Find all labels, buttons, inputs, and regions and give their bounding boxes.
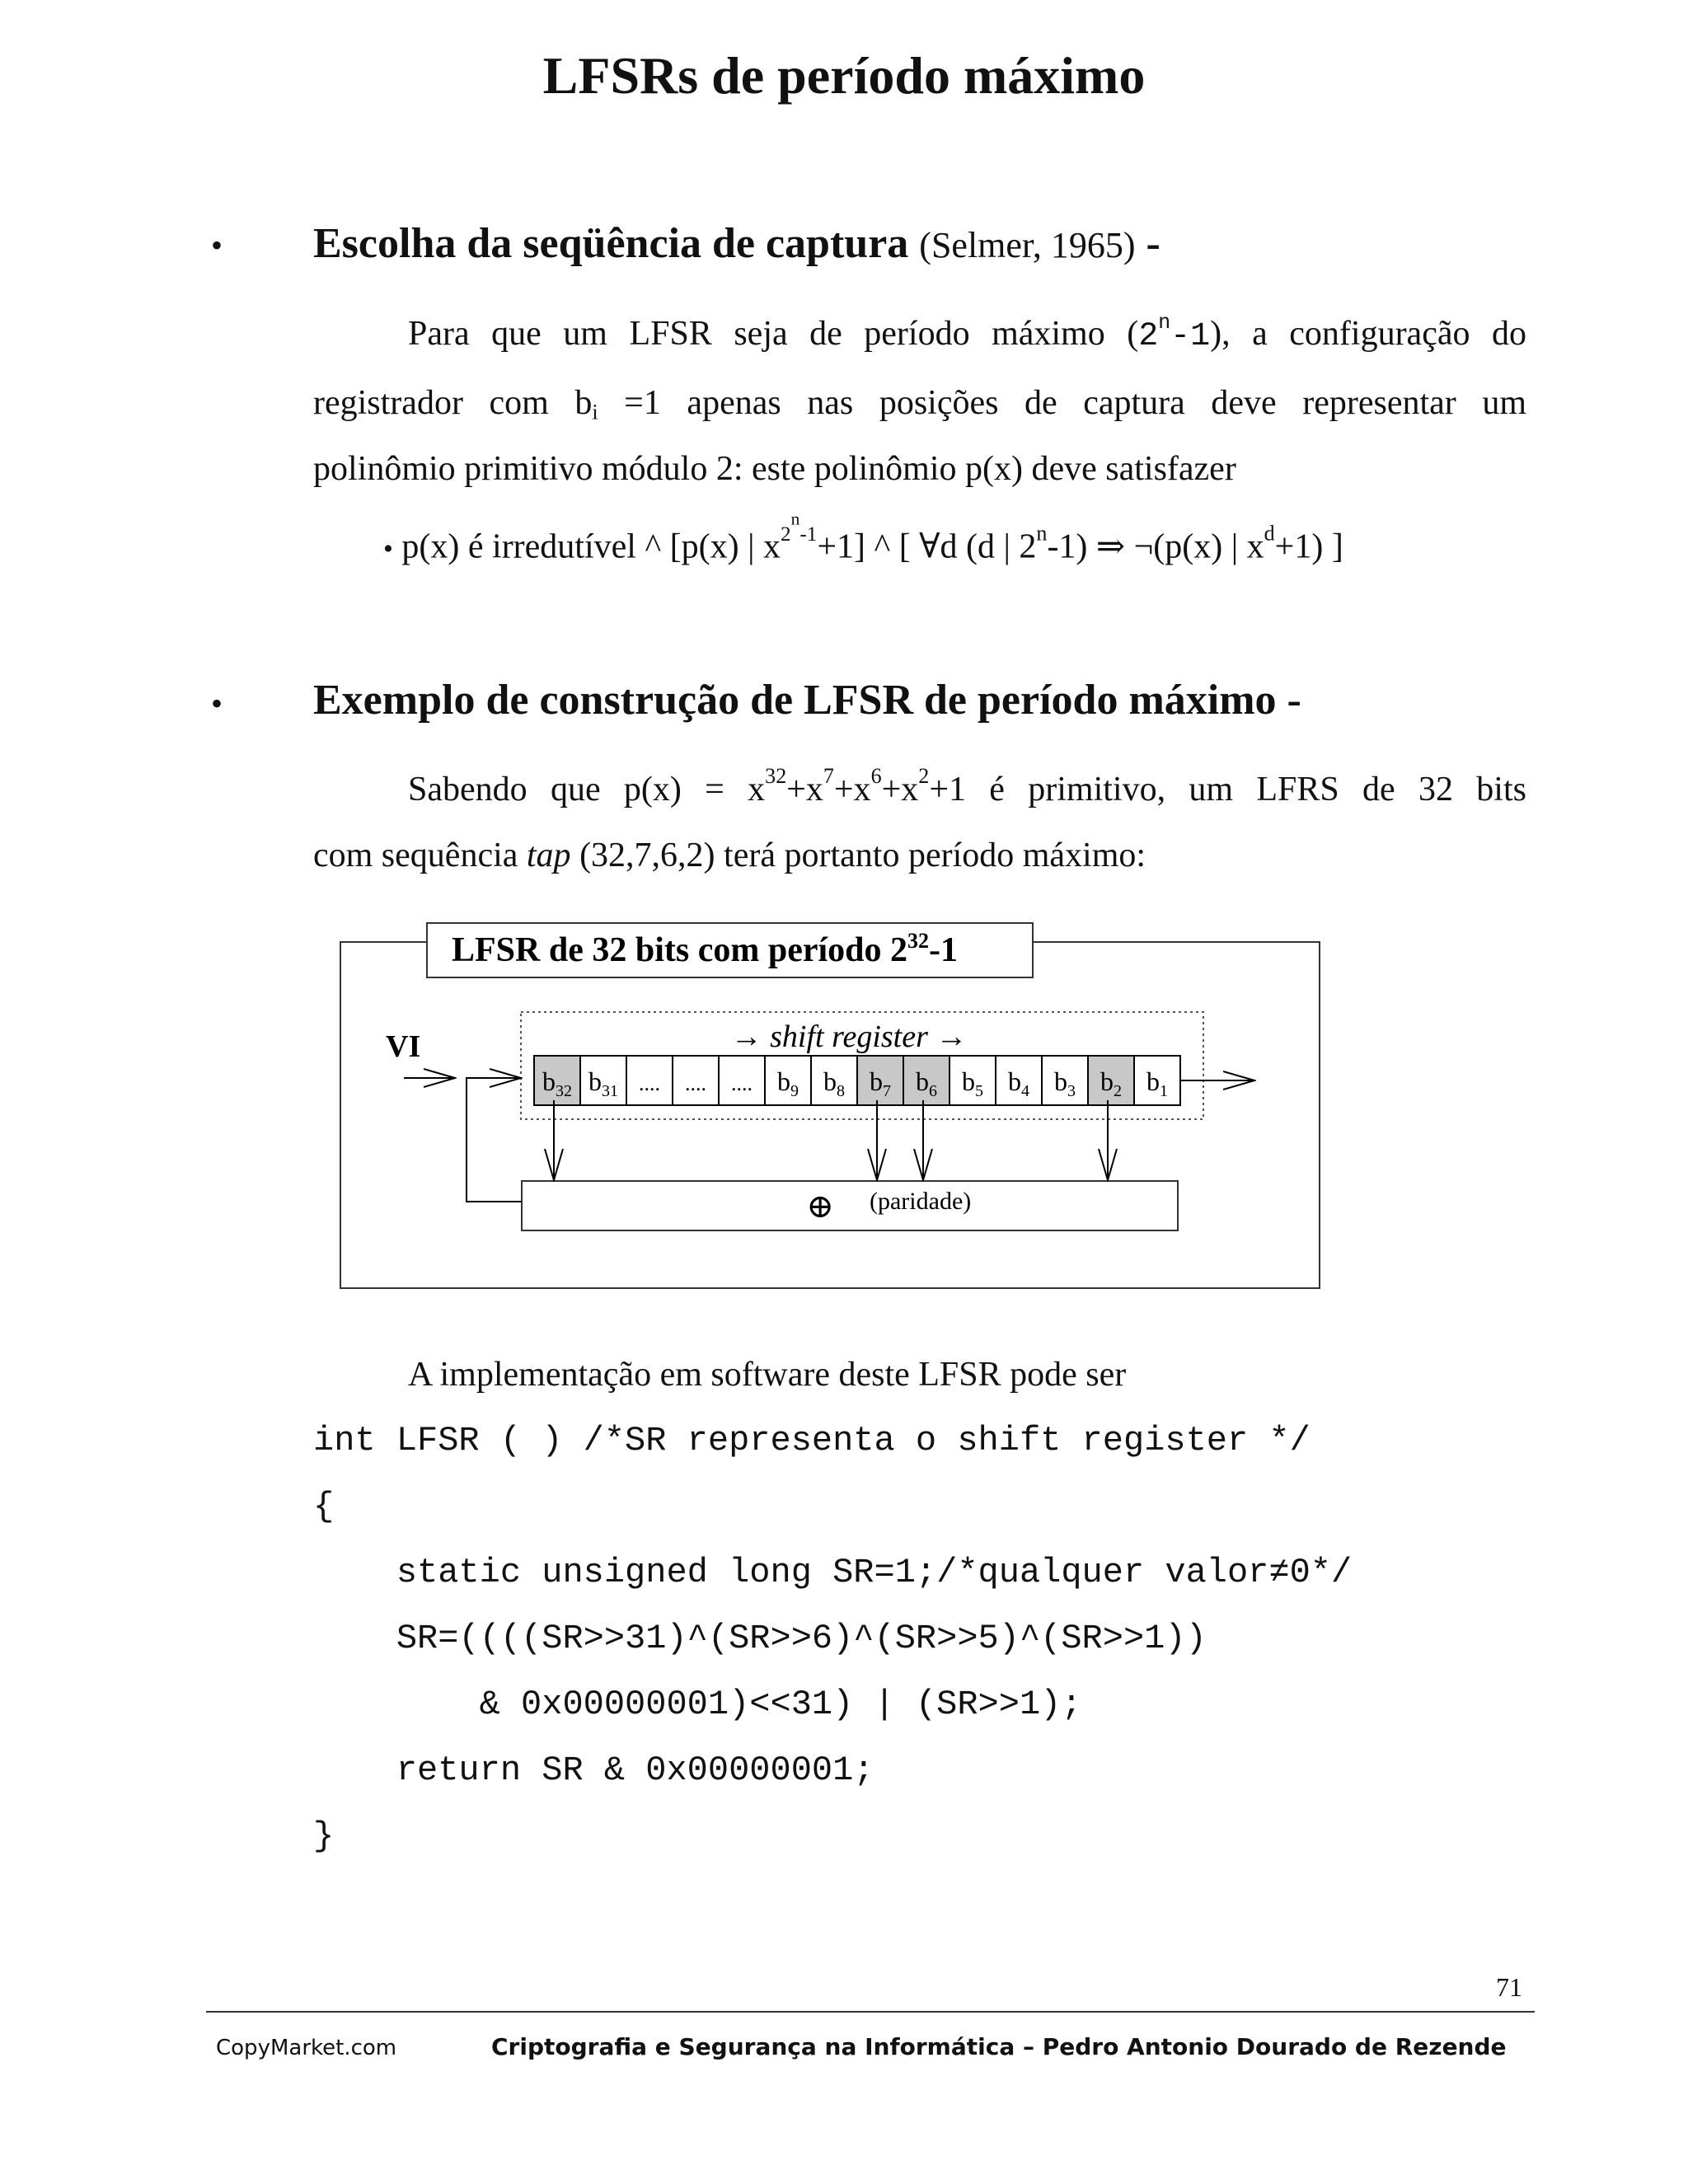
register-cell-label: $b_7$ [870,1066,891,1100]
code-line: } [313,1816,335,1856]
bullet-2: • [211,685,223,722]
text: +x [833,771,871,808]
register-cell-label: $b_{31}$ [588,1066,618,1100]
register-cell-label: $b_9$ [777,1066,799,1100]
register-cell-label: $b_4$ [1008,1066,1029,1100]
text: (32,7,6,2) terá portanto período máximo: [570,837,1146,874]
text: com sequência [313,837,527,874]
register-cell-label: $b_6$ [916,1066,937,1100]
text: 32 [765,764,787,789]
section1-line-3: polinômio primitivo módulo 2: este polinômio p(x) deve satisfazer [313,450,1236,488]
text: -1 [799,523,818,546]
vi-label: VI [386,1029,421,1064]
text: 2 [781,523,791,546]
shift-register-label: → shift register → [730,1019,968,1054]
tap-word: tap [526,837,571,874]
text: +1 é primitivo, um LFRS de 32 bits [929,771,1526,808]
register-cell-label: $b_{32}$ [542,1066,572,1100]
page-title: LFSRs de período máximo [542,46,1146,105]
code-line: int LFSR ( ) /*SR representa o shift register */ [313,1421,1311,1460]
register-cell-label: $b_3$ [1054,1066,1076,1100]
text: n [790,509,800,529]
text: -1 [1170,318,1211,355]
text: n [1036,521,1048,546]
code-line: { [313,1487,335,1526]
section1-dash: - [1146,220,1160,267]
code-line: SR=((((SR>>31)^(SR>>6)^(SR>>5)^(SR>>1)) [313,1619,1207,1658]
register-cell-label: .... [685,1071,706,1095]
implementation-intro [313,1342,1526,1408]
text: ), a configuração do [1210,315,1526,353]
feedback-line [467,1078,522,1202]
section1-heading-text: Escolha da seqüência de captura [313,220,909,267]
register-cell-label: .... [639,1071,660,1095]
code-line: static unsigned long SR=1;/*qualquer valor≠0*/ [313,1553,1353,1592]
register-cell-label: .... [731,1071,753,1095]
text: -1 [929,931,959,969]
text: 32 [907,929,930,953]
text: p(x) é irredutível ^ [p(x) | x [401,527,781,566]
page-number: 71 [1496,1972,1522,2002]
code-line: & 0x00000001)<<31) | (SR>>1); [313,1685,1082,1724]
text: 2 [1138,318,1159,355]
parity-label: (paridade) [870,1188,972,1215]
register-cell-label: $b_5$ [962,1066,983,1100]
text: 7 [823,764,834,789]
text: +1] ^ [ ∀d (d | 2 [817,527,1037,566]
register-cell-label: $b_1$ [1146,1066,1168,1100]
tap-arrows [554,1100,1108,1180]
text: 2 [918,764,930,789]
text: +x [881,771,919,808]
text: =1 apenas nas posições de captura deve representar um [598,384,1526,422]
register-cells [534,1056,1180,1105]
text: -1) ⇒ ¬(p(x) | x [1047,527,1264,566]
register-cell-label: $b_2$ [1100,1066,1122,1100]
text: +1) ] [1274,527,1343,566]
text: i [592,400,598,424]
text: registrador com b [313,384,593,422]
xor-symbol: ⊕ [806,1188,834,1225]
register-cell-label: $b_8$ [823,1066,845,1100]
text: Para que um LFSR seja de período máximo ( [408,315,1139,353]
text: A implementação em software deste LFSR pode ser [408,1356,1127,1394]
bullet-1: • [211,227,223,264]
footer-site: CopyMarket.com [216,2036,397,2060]
text: +x [786,771,823,808]
footer-book-title: Criptografia e Segurança na Informática – Pedro Antonio Dourado de Rezende [491,2033,1507,2060]
formula-bullet: • [383,533,393,565]
parity-box [522,1181,1178,1230]
text: 6 [870,764,882,789]
code-line: return SR & 0x00000001; [313,1750,874,1790]
diagram-title [452,929,958,969]
text: LFSR de 32 bits com período 2 [452,931,908,969]
diagram-frame [340,942,1320,1288]
footer-rule [206,2011,1535,2013]
section2-heading: Exemplo de construção de LFSR de período máximo - [313,677,1301,724]
code-block [313,1408,1352,1869]
text: Sabendo que p(x) = x [408,771,766,808]
section1-citation: (Selmer, 1965) [919,225,1136,265]
text: d [1264,521,1275,546]
text: n [1158,312,1171,335]
